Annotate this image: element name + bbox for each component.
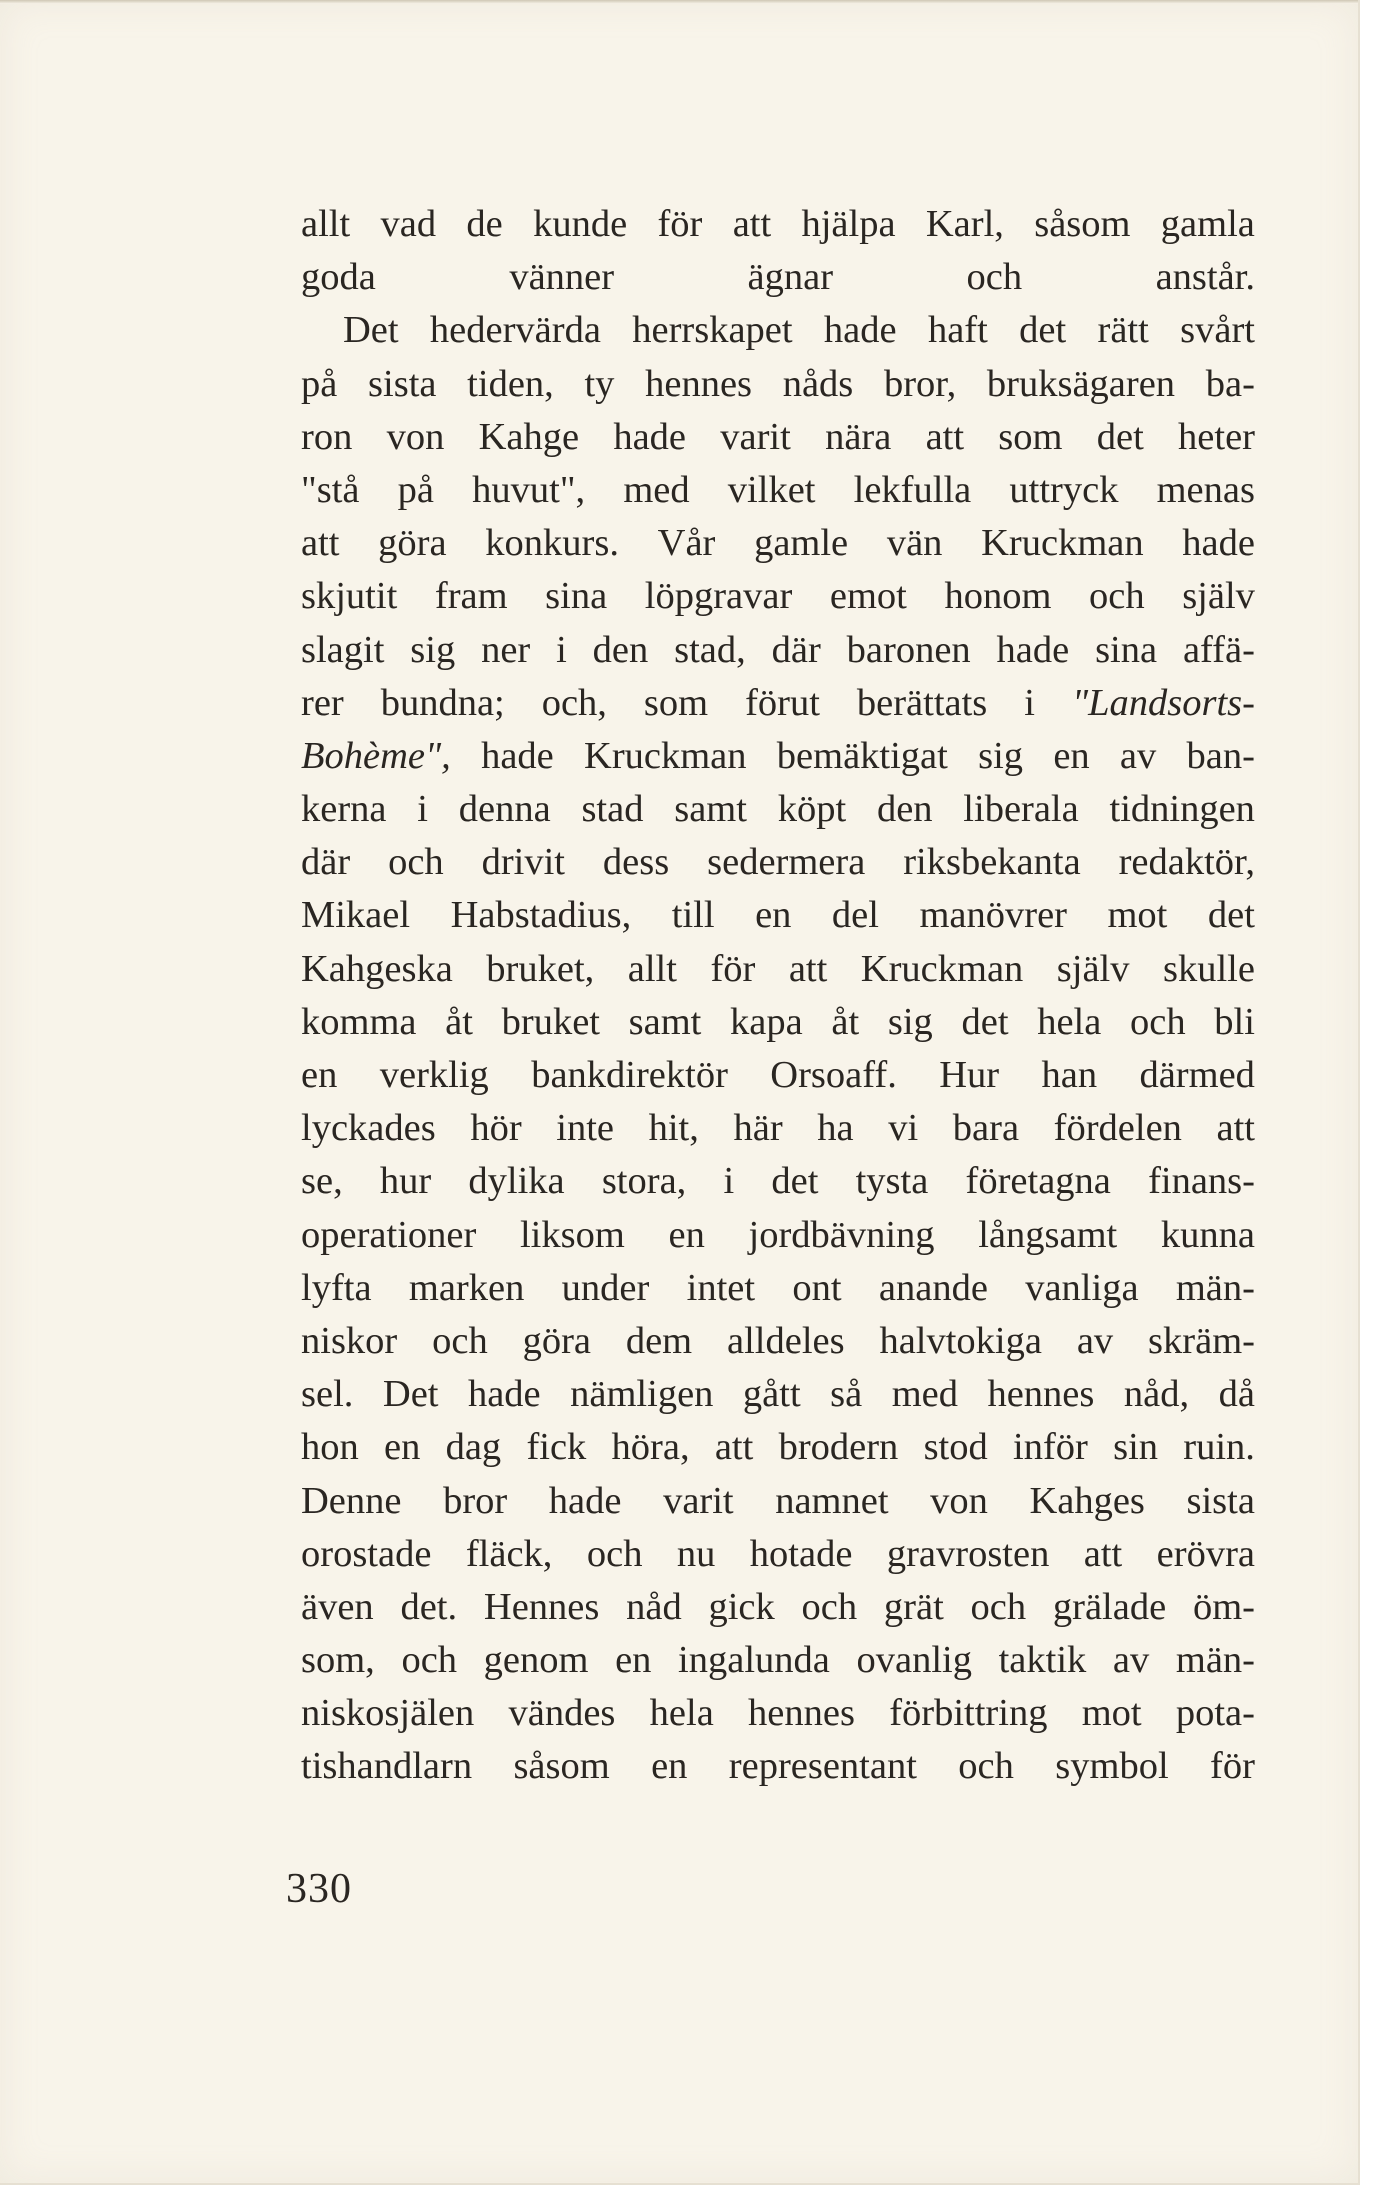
- word: vändes: [508, 1692, 616, 1735]
- word: konkurs.: [485, 522, 619, 565]
- word: tishandlarn: [301, 1745, 473, 1788]
- word: Karl,: [925, 203, 1004, 245]
- word: vän: [886, 522, 943, 565]
- word: en: [301, 1054, 338, 1096]
- word: hit,: [648, 1107, 699, 1150]
- word: sig: [887, 1000, 933, 1043]
- text-line: [301, 411, 1255, 464]
- word: ägnar: [747, 256, 834, 299]
- word: de: [466, 203, 503, 245]
- word: Kruckman: [584, 734, 747, 777]
- word: här: [733, 1107, 783, 1150]
- word: en: [1053, 734, 1090, 777]
- word: för: [710, 947, 756, 990]
- word: bara: [952, 1107, 1020, 1150]
- word: inte: [556, 1107, 614, 1150]
- text-line: [301, 1421, 1255, 1474]
- word: nu: [676, 1532, 716, 1575]
- word: löpgravar: [644, 575, 793, 618]
- word: och: [970, 1585, 1027, 1628]
- word: köpt: [777, 788, 847, 831]
- word: på: [301, 362, 338, 405]
- word: fördelen: [1053, 1107, 1182, 1150]
- word: namnet: [775, 1479, 889, 1522]
- word: lyckades: [301, 1107, 436, 1150]
- text-line: [301, 783, 1255, 836]
- word: goda: [301, 256, 376, 299]
- text-line: [301, 464, 1255, 517]
- word: varit: [663, 1479, 734, 1522]
- word: för: [657, 203, 703, 245]
- word: emot: [829, 575, 907, 618]
- word: gravrosten: [886, 1532, 1050, 1575]
- word: under: [561, 1266, 650, 1309]
- text-line: [301, 251, 1255, 304]
- word: det: [1096, 415, 1144, 458]
- word: fläck,: [465, 1532, 553, 1575]
- text-line: [301, 1315, 1255, 1368]
- word: män-: [1175, 1266, 1255, 1309]
- word: ner: [481, 628, 531, 671]
- word: en: [651, 1745, 688, 1788]
- word: att: [1216, 1107, 1255, 1150]
- word: ron: [301, 415, 353, 458]
- word: denna: [458, 788, 551, 831]
- text-line: [301, 304, 1255, 357]
- word: hotade: [749, 1532, 853, 1575]
- text-line: [301, 1049, 1255, 1102]
- word: öm-: [1192, 1585, 1255, 1628]
- word: bemäktigat: [776, 734, 948, 777]
- text-line: [301, 1209, 1255, 1262]
- word: nämligen: [570, 1373, 714, 1416]
- word: representant: [728, 1745, 917, 1788]
- word: samt: [628, 1000, 702, 1043]
- word: mot: [1081, 1692, 1142, 1735]
- word: hela: [649, 1692, 714, 1735]
- word: samt: [674, 788, 747, 831]
- word: förbittring: [889, 1692, 1048, 1735]
- word: hade: [548, 1479, 622, 1522]
- word: brodern: [778, 1426, 899, 1469]
- word: sin: [1113, 1426, 1159, 1469]
- word: hör: [470, 1107, 522, 1150]
- word: finans-: [1148, 1160, 1255, 1203]
- word: ban-: [1186, 734, 1255, 777]
- word: nära: [825, 415, 892, 458]
- word: liberala: [963, 788, 1079, 831]
- word: och: [801, 1585, 858, 1628]
- word: "Landsorts-: [1071, 681, 1255, 724]
- word: Kahgeska: [301, 947, 453, 990]
- word: sista: [1186, 1479, 1255, 1522]
- word: sedermera: [707, 841, 866, 884]
- word: riksbekanta: [903, 841, 1081, 884]
- word: baronen: [846, 628, 971, 671]
- word: verklig: [379, 1054, 489, 1096]
- word: att: [1083, 1532, 1123, 1575]
- word: och: [1089, 575, 1145, 618]
- word: gamle: [754, 522, 849, 565]
- word: liksom: [519, 1213, 625, 1256]
- word: niskor: [301, 1319, 398, 1362]
- word: av: [1076, 1319, 1114, 1362]
- word: till: [671, 894, 715, 937]
- word: stad: [581, 788, 644, 831]
- word: pota-: [1175, 1692, 1255, 1735]
- word: Vår: [657, 522, 716, 565]
- word: så: [830, 1373, 863, 1416]
- word: sel.: [301, 1373, 354, 1416]
- word: där: [771, 628, 821, 671]
- text-line: [301, 1687, 1255, 1740]
- word: gått: [742, 1373, 801, 1416]
- word: att: [714, 1426, 754, 1469]
- word: hennes: [748, 1692, 855, 1735]
- word: varit: [720, 415, 791, 458]
- word: bli: [1214, 1000, 1255, 1043]
- word: menas: [1156, 468, 1255, 511]
- word: ovanlig: [856, 1639, 972, 1682]
- word: huvut",: [472, 468, 586, 511]
- word: marken: [408, 1266, 525, 1309]
- word: det: [961, 1000, 1009, 1043]
- word: Denne: [301, 1479, 402, 1522]
- word: åt: [831, 1000, 860, 1043]
- word: Habstadius,: [450, 894, 632, 937]
- word: som,: [301, 1639, 375, 1682]
- word: förut: [745, 681, 820, 724]
- word: att: [925, 415, 965, 458]
- word: von: [386, 415, 445, 458]
- word: Kruckman: [981, 522, 1144, 565]
- word: kerna: [301, 788, 387, 831]
- word: hade: [467, 1373, 541, 1416]
- word: rer: [301, 681, 344, 724]
- word: erövra: [1156, 1532, 1255, 1575]
- word: tysta: [855, 1160, 929, 1203]
- word: höra,: [611, 1426, 690, 1469]
- word: heter: [1178, 415, 1255, 458]
- word: Mikael: [301, 894, 411, 937]
- word: en: [615, 1639, 652, 1682]
- word: den: [592, 628, 649, 671]
- word: vi: [888, 1107, 919, 1150]
- text-line: [301, 1475, 1255, 1528]
- word: och: [1130, 1000, 1186, 1043]
- word: på: [397, 468, 434, 511]
- word: komma: [301, 1000, 417, 1043]
- word: skräm-: [1148, 1319, 1255, 1362]
- word: vilket: [727, 468, 816, 511]
- word: nåd,: [1123, 1373, 1190, 1416]
- page-top-edge: [0, 0, 1358, 4]
- word: att: [301, 522, 340, 565]
- word: grälade: [1052, 1585, 1167, 1628]
- word: bror: [443, 1479, 508, 1522]
- word: intet: [686, 1266, 756, 1309]
- word: honom: [944, 575, 1052, 618]
- word: Kahge: [478, 415, 580, 458]
- word: hur: [379, 1160, 432, 1203]
- text-line: [301, 1740, 1255, 1793]
- word: Bohème",: [301, 734, 451, 777]
- word: kunna: [1160, 1213, 1255, 1256]
- word: för: [1210, 1745, 1255, 1788]
- word: även: [301, 1585, 374, 1628]
- word: von: [930, 1479, 988, 1522]
- text-line: [301, 836, 1255, 889]
- word: gick: [708, 1585, 775, 1628]
- word: Hur: [939, 1054, 1000, 1096]
- word: taktik: [998, 1639, 1087, 1682]
- word: sina: [1095, 628, 1158, 671]
- word: inför: [1013, 1426, 1088, 1469]
- word: av: [1112, 1639, 1150, 1682]
- word: stad,: [674, 628, 746, 671]
- word: vanliga: [1025, 1266, 1139, 1309]
- text-line: [301, 889, 1255, 942]
- word: av: [1119, 734, 1157, 777]
- word: drivit: [481, 841, 565, 884]
- text-line: [301, 517, 1255, 570]
- word: med: [623, 468, 690, 511]
- word: bror,: [883, 362, 957, 405]
- word: såsom: [1034, 203, 1131, 245]
- word: där: [301, 841, 351, 884]
- word: Kahges: [1029, 1479, 1145, 1522]
- word: hade: [1182, 522, 1255, 565]
- word: allt: [627, 947, 677, 990]
- word: hennes: [987, 1373, 1095, 1416]
- word: vänner: [509, 256, 615, 299]
- word: haft: [927, 309, 988, 352]
- word: en: [668, 1213, 705, 1256]
- word: som: [998, 415, 1063, 458]
- word: rätt: [1097, 309, 1149, 352]
- word: Det: [382, 1373, 439, 1416]
- word: lyfta: [301, 1266, 372, 1309]
- word: själv: [1182, 575, 1255, 618]
- word: halvtokiga: [879, 1319, 1042, 1362]
- text-line: [301, 677, 1255, 730]
- word: genom: [483, 1639, 589, 1682]
- word: Det: [343, 309, 399, 352]
- word: bruket,: [486, 947, 595, 990]
- word: en: [384, 1426, 421, 1469]
- word: med: [891, 1373, 958, 1416]
- word: dylika: [468, 1160, 565, 1203]
- word: fram: [434, 575, 508, 618]
- text-line: [301, 1262, 1255, 1315]
- word: själv: [1056, 947, 1130, 990]
- word: manövrer: [919, 894, 1067, 937]
- word: tiden,: [467, 362, 554, 405]
- word: kapa: [730, 1000, 803, 1043]
- word: Kruckman: [860, 947, 1024, 990]
- word: det: [1207, 894, 1255, 937]
- word: företagna: [965, 1160, 1111, 1203]
- word: anande: [878, 1266, 988, 1309]
- text-line: [301, 1155, 1255, 1208]
- word: ont: [792, 1266, 842, 1309]
- word: åt: [445, 1000, 473, 1043]
- word: det: [1019, 309, 1067, 352]
- word: "stå: [301, 468, 360, 511]
- word: sig: [978, 734, 1024, 777]
- word: och: [401, 1639, 458, 1682]
- word: därmed: [1139, 1054, 1255, 1096]
- word: och: [388, 841, 444, 884]
- word: bankdirektör: [531, 1054, 728, 1096]
- word: mot: [1107, 894, 1168, 937]
- word: ingalunda: [678, 1639, 830, 1682]
- word: anstår.: [1155, 256, 1255, 299]
- word: det: [771, 1160, 819, 1203]
- word: hennes: [645, 362, 753, 405]
- text-line: [301, 570, 1255, 623]
- word: lekfulla: [853, 468, 972, 511]
- word: bundna;: [380, 681, 505, 724]
- word: skulle: [1162, 947, 1255, 990]
- word: alldeles: [727, 1319, 845, 1362]
- word: han: [1041, 1054, 1098, 1096]
- word: att: [788, 947, 828, 990]
- word: kunde: [533, 203, 628, 245]
- word: hedervärda: [429, 309, 601, 352]
- word: och: [432, 1319, 488, 1362]
- text-line: [301, 1102, 1255, 1155]
- word: hon: [301, 1426, 359, 1469]
- word: hade: [996, 628, 1070, 671]
- word: se,: [301, 1160, 343, 1203]
- word: nåds: [782, 362, 854, 405]
- word: i: [417, 788, 428, 831]
- word: göra: [522, 1319, 591, 1362]
- word: såsom: [513, 1745, 610, 1788]
- word: sina: [545, 575, 608, 618]
- word: en: [755, 894, 792, 937]
- word: som: [643, 681, 709, 724]
- word: bruksägaren: [986, 362, 1176, 405]
- word: Hennes: [483, 1585, 600, 1628]
- word: hade: [481, 734, 554, 777]
- word: dess: [602, 841, 670, 884]
- page-number: 330: [286, 1866, 352, 1912]
- text-line: [301, 358, 1255, 411]
- word: och: [958, 1745, 1014, 1788]
- word: ty: [584, 362, 615, 405]
- word: affä-: [1182, 628, 1255, 671]
- word: del: [831, 894, 879, 937]
- word: uttryck: [1009, 468, 1119, 511]
- text-line: [301, 1368, 1255, 1421]
- word: att: [732, 203, 772, 245]
- text-line: [301, 996, 1255, 1049]
- word: sista: [368, 362, 437, 405]
- text-line: [301, 1581, 1255, 1634]
- word: svårt: [1180, 309, 1255, 352]
- word: det.: [400, 1585, 458, 1628]
- word: ba-: [1205, 362, 1255, 405]
- word: ruin.: [1183, 1426, 1255, 1469]
- word: hjälpa: [801, 203, 896, 245]
- word: slagit: [301, 628, 385, 671]
- word: grät: [883, 1585, 944, 1628]
- text-line: [301, 198, 1255, 251]
- word: dem: [625, 1319, 693, 1362]
- word: i: [723, 1160, 735, 1203]
- text-line: [301, 943, 1255, 996]
- word: bruket: [501, 1000, 600, 1043]
- word: göra: [378, 522, 447, 565]
- word: hela: [1037, 1000, 1102, 1043]
- word: långsamt: [978, 1213, 1118, 1256]
- word: operationer: [301, 1213, 477, 1256]
- word: tidningen: [1109, 788, 1255, 831]
- word: sig: [410, 628, 456, 671]
- word: berättats: [856, 681, 988, 724]
- word: herrskapet: [632, 309, 793, 352]
- word: i: [556, 628, 567, 671]
- word: nåd: [626, 1585, 682, 1628]
- word: dag: [445, 1426, 502, 1469]
- word: stod: [923, 1426, 988, 1469]
- word: män-: [1175, 1639, 1255, 1682]
- text-line: [301, 624, 1255, 677]
- word: jordbävning: [748, 1213, 935, 1256]
- word: vad: [380, 203, 437, 245]
- word: hade: [823, 309, 897, 352]
- word: då: [1218, 1373, 1255, 1416]
- text-line: [301, 1634, 1255, 1687]
- word: gamla: [1160, 203, 1255, 245]
- word: och: [966, 256, 1023, 299]
- word: den: [876, 788, 933, 831]
- word: ha: [817, 1107, 854, 1150]
- word: orostade: [301, 1532, 432, 1575]
- word: stora,: [601, 1160, 687, 1203]
- body-text: [301, 198, 1255, 1794]
- word: och: [586, 1532, 643, 1575]
- text-line: [301, 730, 1255, 783]
- word: och,: [541, 681, 607, 724]
- word: niskosjälen: [301, 1692, 475, 1735]
- text-line: [301, 1528, 1255, 1581]
- word: redaktör,: [1118, 841, 1255, 884]
- word: i: [1024, 681, 1035, 724]
- word: fick: [526, 1426, 587, 1469]
- word: symbol: [1055, 1745, 1169, 1788]
- word: allt: [301, 203, 351, 245]
- word: Orsoaff.: [770, 1054, 897, 1096]
- word: hade: [613, 415, 686, 458]
- word: skjutit: [301, 575, 398, 618]
